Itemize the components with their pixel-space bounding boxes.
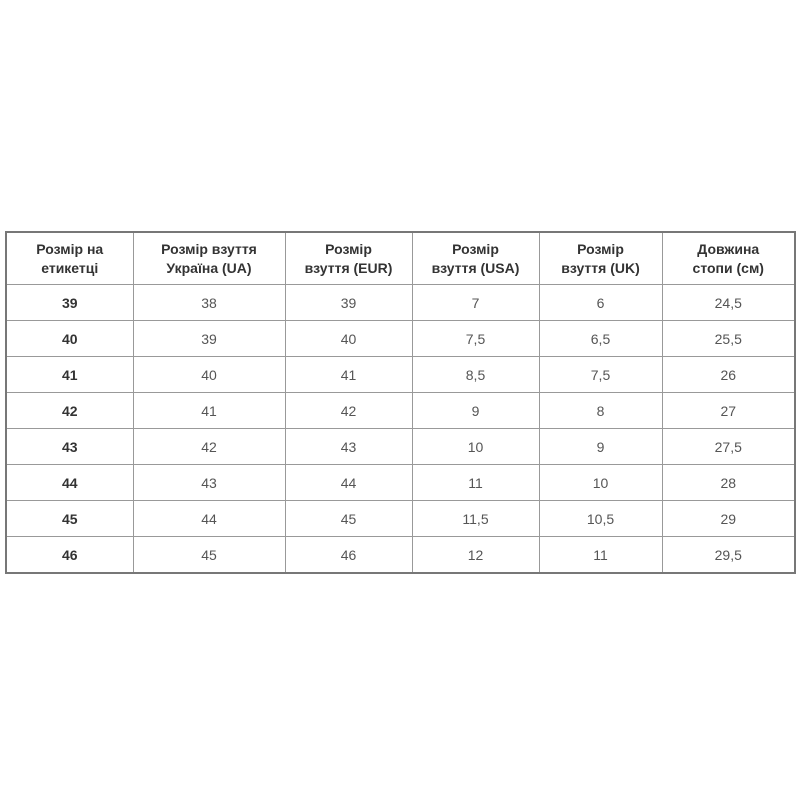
row-label-cell: 42 <box>6 393 133 429</box>
column-header-line: Розмір <box>325 240 372 257</box>
size-value-cell: 7,5 <box>539 357 662 393</box>
column-header-1 <box>133 232 285 285</box>
size-value-cell: 38 <box>133 285 285 321</box>
size-value-cell: 40 <box>285 321 412 357</box>
size-value-cell: 8 <box>539 393 662 429</box>
row-label-cell: 46 <box>6 537 133 574</box>
row-label-cell: 44 <box>6 465 133 501</box>
table-row <box>6 429 795 465</box>
size-value-cell: 42 <box>285 393 412 429</box>
size-value-cell: 11 <box>539 537 662 574</box>
size-value-cell: 43 <box>133 465 285 501</box>
column-header-4 <box>539 232 662 285</box>
size-value-cell: 29,5 <box>662 537 795 574</box>
column-header-line: Розмір <box>452 240 499 257</box>
size-value-cell: 24,5 <box>662 285 795 321</box>
table-body <box>6 285 795 574</box>
column-header-line: етикетці <box>41 259 99 276</box>
size-value-cell: 27,5 <box>662 429 795 465</box>
size-value-cell: 25,5 <box>662 321 795 357</box>
table-row <box>6 465 795 501</box>
size-value-cell: 45 <box>133 537 285 574</box>
table-row <box>6 501 795 537</box>
column-header-0 <box>6 232 133 285</box>
size-value-cell: 26 <box>662 357 795 393</box>
size-value-cell: 11,5 <box>412 501 539 537</box>
table-header <box>6 232 795 285</box>
size-value-cell: 10,5 <box>539 501 662 537</box>
size-value-cell: 6 <box>539 285 662 321</box>
table-row <box>6 537 795 574</box>
column-header-line: Довжина <box>697 240 760 257</box>
size-value-cell: 28 <box>662 465 795 501</box>
size-value-cell: 46 <box>285 537 412 574</box>
table-row <box>6 321 795 357</box>
column-header-line: взуття (UK) <box>561 259 640 276</box>
size-value-cell: 45 <box>285 501 412 537</box>
size-value-cell: 9 <box>412 393 539 429</box>
size-value-cell: 44 <box>285 465 412 501</box>
column-header-line: Розмір <box>577 240 624 257</box>
column-header-line: Розмір взуття <box>161 240 257 257</box>
size-value-cell: 11 <box>412 465 539 501</box>
row-label-cell: 39 <box>6 285 133 321</box>
column-header-line: стопи (см) <box>692 259 764 276</box>
column-header-line: взуття (USA) <box>431 259 520 276</box>
row-label-cell: 40 <box>6 321 133 357</box>
size-value-cell: 43 <box>285 429 412 465</box>
row-label-cell: 45 <box>6 501 133 537</box>
row-label-cell: 41 <box>6 357 133 393</box>
size-value-cell: 7 <box>412 285 539 321</box>
column-header-2 <box>285 232 412 285</box>
column-header-5 <box>662 232 795 285</box>
row-label-cell: 43 <box>6 429 133 465</box>
table-row <box>6 357 795 393</box>
size-value-cell: 41 <box>285 357 412 393</box>
size-value-cell: 27 <box>662 393 795 429</box>
size-value-cell: 12 <box>412 537 539 574</box>
size-value-cell: 39 <box>285 285 412 321</box>
table-row <box>6 285 795 321</box>
size-value-cell: 7,5 <box>412 321 539 357</box>
size-value-cell: 42 <box>133 429 285 465</box>
size-value-cell: 41 <box>133 393 285 429</box>
size-value-cell: 10 <box>539 465 662 501</box>
shoe-size-table <box>5 231 796 574</box>
size-value-cell: 39 <box>133 321 285 357</box>
header-row <box>6 232 795 285</box>
size-value-cell: 40 <box>133 357 285 393</box>
size-value-cell: 44 <box>133 501 285 537</box>
column-header-line: Розмір на <box>36 240 104 257</box>
column-header-line: Україна (UA) <box>166 259 252 276</box>
size-value-cell: 9 <box>539 429 662 465</box>
column-header-line: взуття (EUR) <box>304 259 393 276</box>
column-header-3 <box>412 232 539 285</box>
table-row <box>6 393 795 429</box>
size-value-cell: 6,5 <box>539 321 662 357</box>
size-value-cell: 29 <box>662 501 795 537</box>
size-value-cell: 10 <box>412 429 539 465</box>
size-value-cell: 8,5 <box>412 357 539 393</box>
